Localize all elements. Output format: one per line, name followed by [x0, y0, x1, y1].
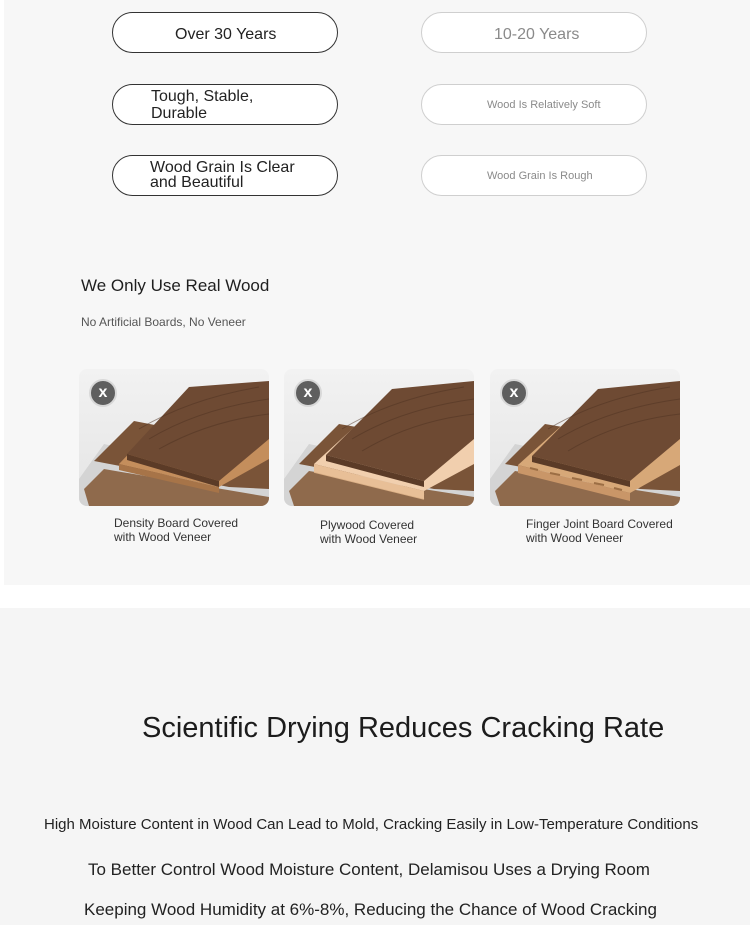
plywood-caption: [320, 518, 417, 546]
pill-text-line1: Wood Grain Is Clear: [150, 159, 295, 176]
drying-text-moisture: High Moisture Content in Wood Can Lead to Mold, Cracking Easily in Low-Temperature Conditions: [44, 816, 699, 833]
pill-text-line1: Tough, Stable,: [151, 88, 254, 105]
caption-line: Plywood Covered: [320, 518, 415, 532]
caption-line: Finger Joint Board Covered: [526, 517, 673, 531]
pill-text: Over 30 Years: [175, 26, 277, 43]
not-used-icon: x: [89, 379, 117, 407]
pill-ours-durability: [112, 84, 338, 125]
caption-line: with Wood Veneer: [114, 530, 212, 544]
pill-ours-lifespan: [112, 12, 338, 53]
pill-others-grain: [421, 155, 647, 196]
drying-heading: Scientific Drying Reduces Cracking Rate: [142, 712, 665, 744]
caption-line: Density Board Covered: [114, 516, 239, 530]
finger-joint-caption: [526, 517, 673, 545]
pill-text: 10-20 Years: [494, 26, 580, 43]
real-wood-heading: We Only Use Real Wood: [81, 276, 270, 295]
not-used-icon: x: [294, 379, 322, 407]
density-board-caption: [114, 516, 238, 544]
density-board-card: [79, 369, 269, 506]
finger-joint-card: [490, 369, 680, 506]
drying-text-room: To Better Control Wood Moisture Content, Delamisou Uses a Drying Room: [88, 860, 650, 879]
drying-text-humidity: Keeping Wood Humidity at 6%-8%, Reducing the Chance of Wood Cracking: [84, 900, 657, 919]
not-used-icon: x: [500, 379, 528, 407]
pill-ours-grain: [112, 155, 338, 196]
caption-line: with Wood Veneer: [320, 532, 418, 546]
caption-line: with Wood Veneer: [526, 531, 624, 545]
pill-text-line2: and Beautiful: [150, 174, 244, 191]
pill-text-line2: Durable: [151, 105, 208, 122]
pill-others-softness: [421, 84, 647, 125]
pill-text: Wood Is Relatively Soft: [487, 99, 601, 111]
real-wood-subheading: No Artificial Boards, No Veneer: [81, 315, 246, 329]
pill-text: Wood Grain Is Rough: [487, 170, 593, 182]
pill-others-lifespan: [421, 12, 647, 53]
plywood-card: [284, 369, 474, 506]
